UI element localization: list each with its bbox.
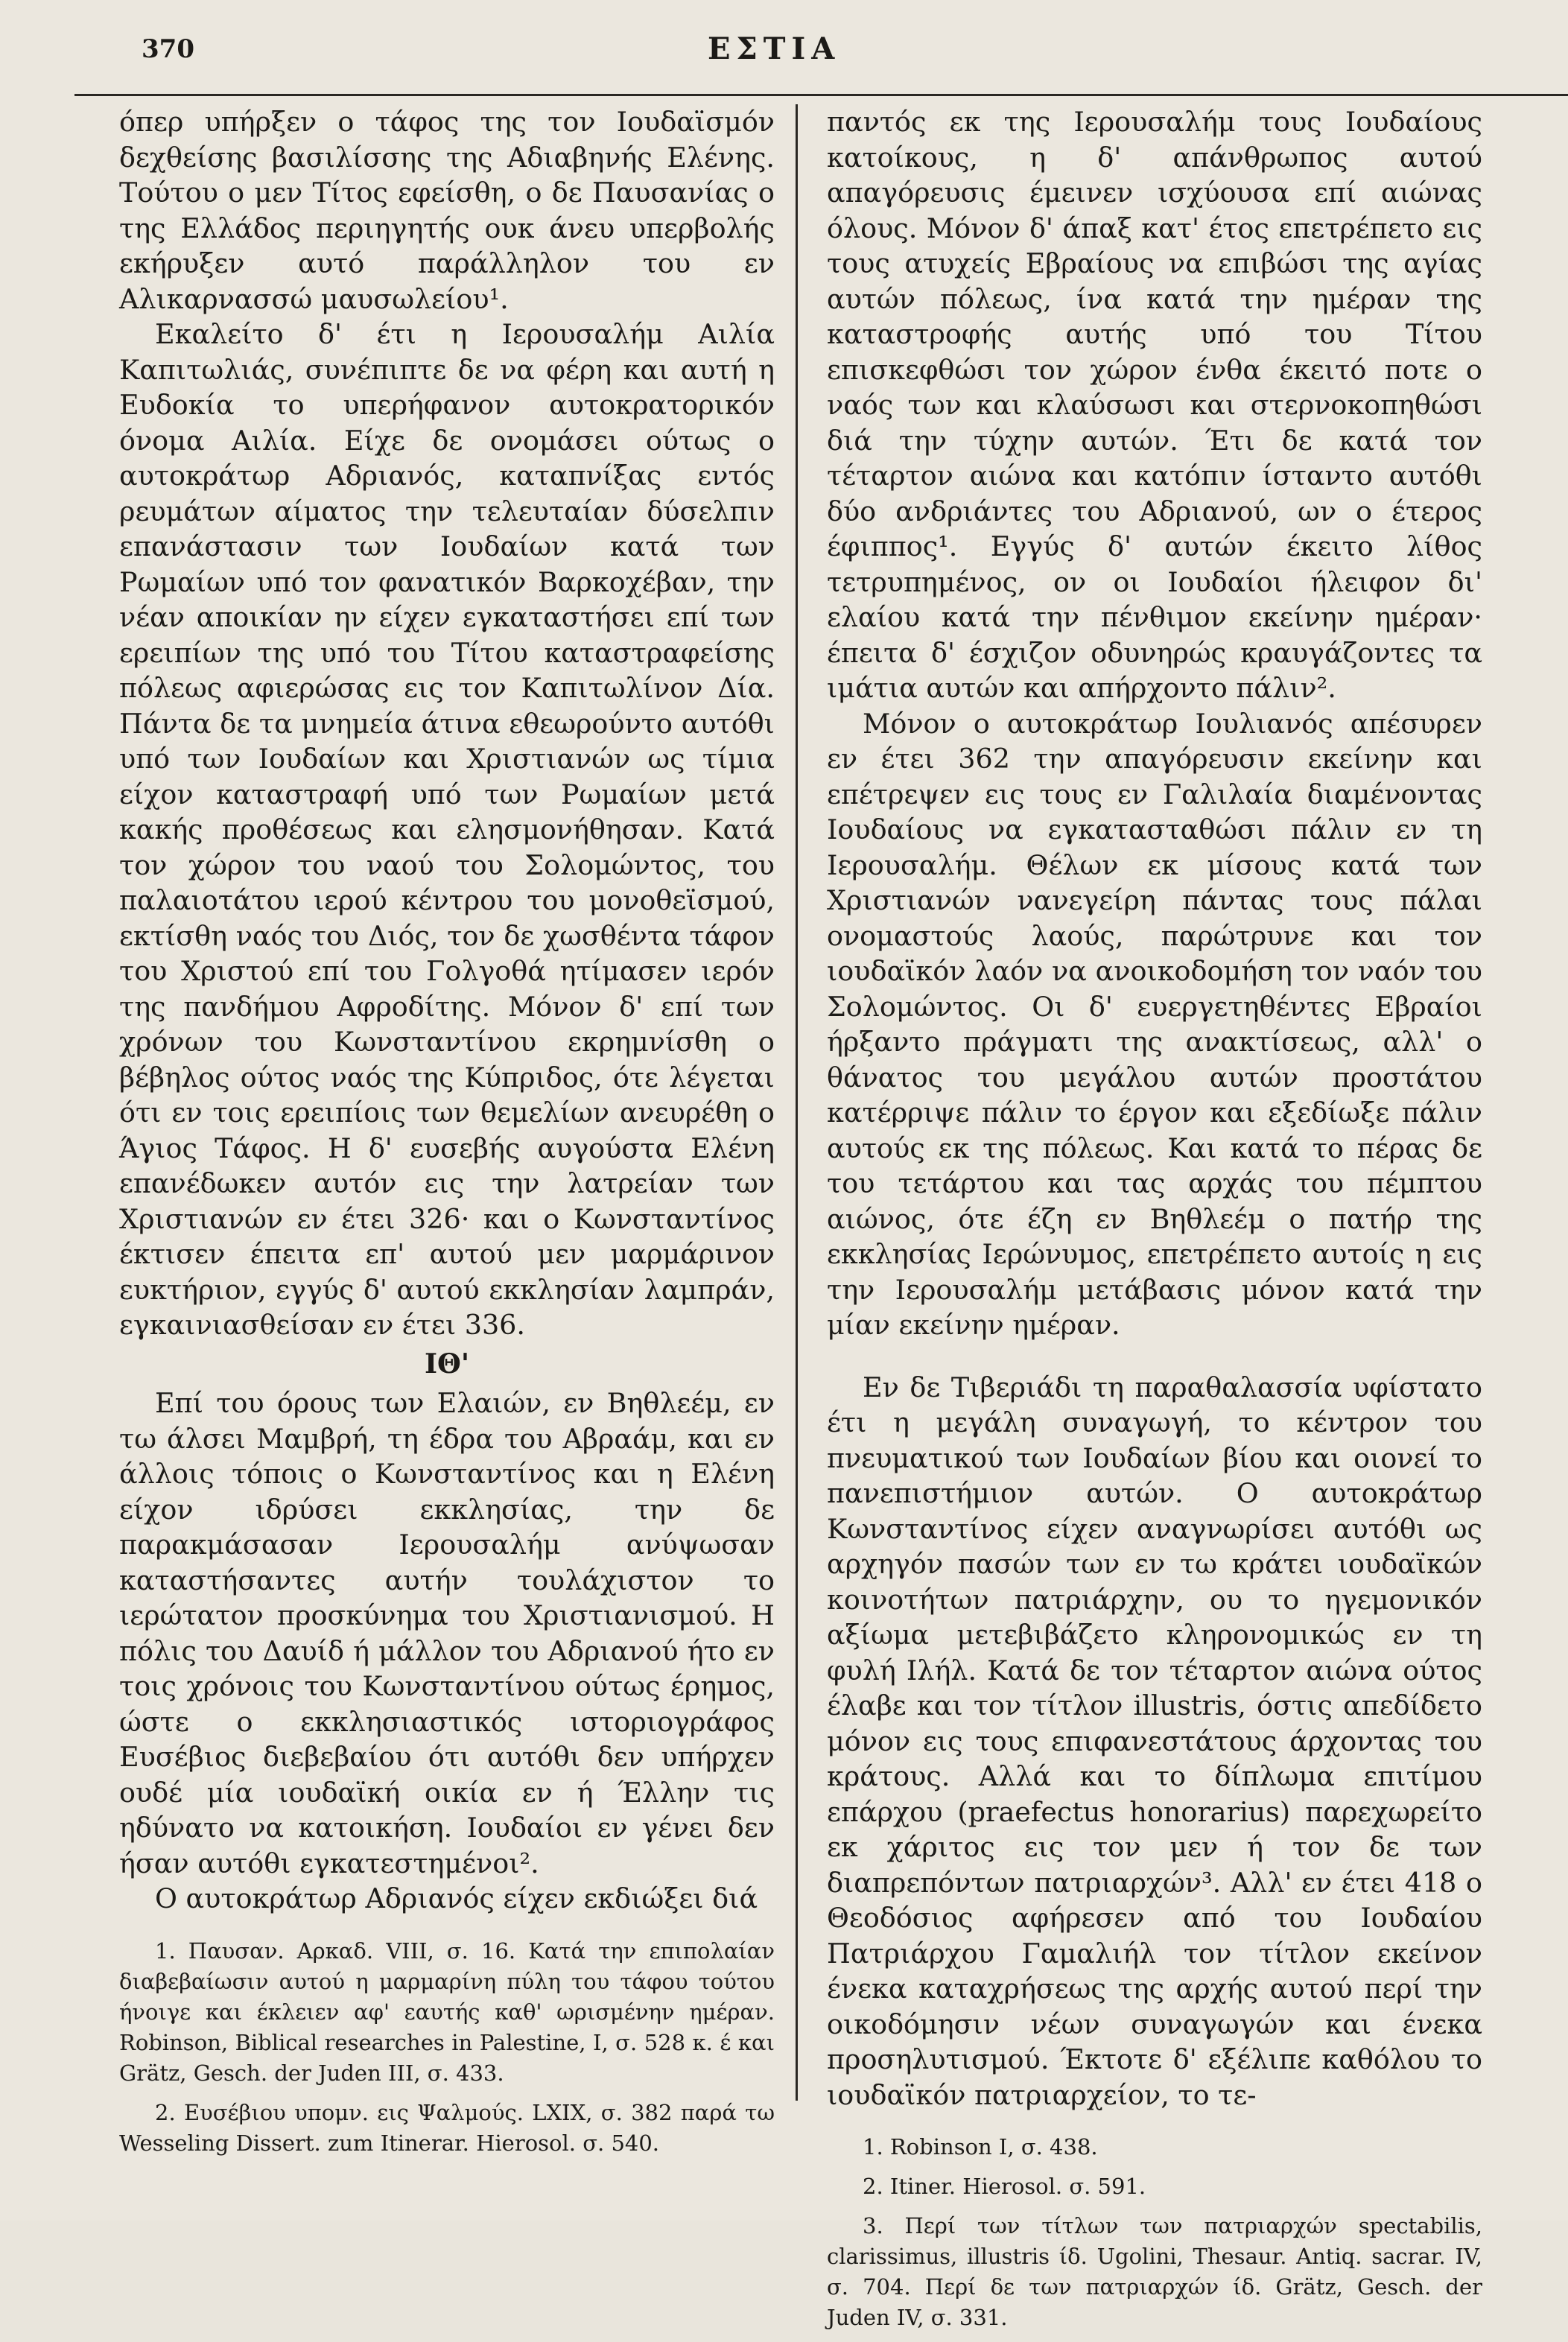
footnotes-right (827, 2132, 1482, 2333)
section-heading: ΙΘ' (424, 1347, 470, 1380)
page-number: 370 (142, 34, 194, 64)
footnote: 1. Παυσαν. Αρκαδ. VIII, σ. 16. Κατά την επιπολαίαν διαβεβαίωσιν αυτού η μαρμαρίνη πύλη του τάφου τούτου ήνοιγε και έκλειεν αφ' εαυτής καθ' ωρισμένην ημέραν. Robinson, Biblical researches in Palestine, I, σ. 528 κ. έ και Grätz, Gesch. der Juden III, σ. 433. (119, 1938, 775, 2086)
footnote: 2. Itiner. Hierosol. σ. 591. (863, 2174, 1146, 2199)
page-header (142, 27, 1516, 72)
paragraph: Μόνον ο αυτοκράτωρ Ιουλιανός απέσυρεν εν έτει 362 την απαγόρευσιν εκείνην και επέτρεψεν εις τους εν Γαλιλαία διαμένοντας Ιουδαίους να εγκατασταθώσι πάλιν εν τη Ιερουσαλήμ. Θέλων εκ μίσους κατά των Χριστιανών νανεγείρη πάντας τους πάλαι ονομαστούς λαούς, παρώτρυνε και τον ιουδαϊκόν λαόν να ανοικοδομήση τον ναόν του Σολομώντος. Οι δ' ευεργετηθέντες Εβραίοι ήρξαντο πράγματι της ανακτίσεως, αλλ' ο θάνατος του μεγάλου αυτών προστάτου κατέρριψε πάλιν το έργον και εξεδίωξε πάλιν αυτούς εκ της πόλεως. Και κατά το πέρας δε του τετάρτου και τας αρχάς του πέμπτου αιώνος, ότε έζη εν Βηθλεέμ ο πατήρ της εκκλησίας Ιερώνυμος, επετρέπετο αυτοίς η εις την Ιερουσαλήμ μετάβασις μόνον κατά την μίαν εκείνην ημέραν. (827, 707, 1482, 1341)
paragraph-gap (827, 1343, 1482, 1370)
paragraph: Επί του όρους των Ελαιών, εν Βηθλεέμ, εν τω άλσει Μαμβρή, τη έδρα του Αβραάμ, και εν άλλοις τόποις ο Κωνσταντίνος και η Ελένη είχον ιδρύσει εκκλησίας, την δε παρακμάσασαν Ιερουσαλήμ ανύψωσαν καταστήσαντες αυτήν τουλάχιστον το ιερώτατον προσκύνημα του Χριστιανισμού. Η πόλις του Δαυίδ ή μάλλον του Αδριανού ήτο εν τοις χρόνοις του Κωνσταντίνου ούτως έρημος, ώστε ο εκκλησιαστικός ιστοριογράφος Ευσέβιος διεβεβαίου ότι αυτόθι δεν υπήρχεν ουδέ μία ιουδαϊκή οικία εν ή Έλλην τις ηδύνατο να κατοικήση. Ιουδαίοι εν γένει δεν ήσαν αυτόθι εγκατεστημένοι². (119, 1387, 775, 1879)
paragraph: Εν δε Τιβεριάδι τη παραθαλασσία υφίστατο έτι η μεγάλη συναγωγή, το κέντρον του πνευματικού των Ιουδαίων βίου και οιονεί το πανεπιστήμιον αυτών. Ο αυτοκράτωρ Κωνσταντίνος είχεν αναγνωρίσει αυτόθι ως αρχηγόν πασών των εν τω κράτει ιουδαϊκών κοινοτήτων πατριάρχην, ου το ηγεμονικόν αξίωμα μετεβιβάζετο κληρονομικώς εν τη φυλή Ιλήλ. Κατά δε τον τέταρτον αιώνα ούτος έλαβε και τον τίτλον illustris, όστις απεδίδετο μόνον εις τους επιφανεστάτους άρχοντας του κράτους. Αλλά και το δίπλωμα επιτίμου επάρχου (praefectus honorarius) παρεχωρείτο εκ χάριτος εις τον μεν ή τον δε των διαπρεπόντων πατριαρχών³. Αλλ' εν έτει 418 ο Θεοδόσιος αφήρεσεν από του Ιουδαίου Πατριάρχου Γαμαλιήλ τον τίτλον εκείνον ένεκα καταχρήσεως της αρχής αυτού περί την οικοδόμησιν νέων συναγωγών και ένεκα προσηλυτισμού. Έκτοτε δ' εξέλιπε καθόλου το ιουδαϊκόν πατριαρχείον, το τε- (827, 1371, 1482, 2111)
paragraph: όπερ υπήρξεν ο τάφος της τον Ιουδαϊσμόν δεχθείσης βασιλίσσης της Αδιαβηνής Ελένης. Τούτου ο μεν Τίτος εφείσθη, ο δε Παυσανίας ο της Ελλάδος περιηγητής ουκ άνευ υπερβολής εκήρυξεν αυτό παράλληλον του εν Αλικαρνασσώ μαυσωλείου¹. (119, 106, 775, 315)
column-divider (796, 104, 798, 2101)
header-rule (74, 94, 1568, 96)
paragraph: Ο αυτοκράτωρ Αδριανός είχεν εκδιώξει διά (155, 1882, 758, 1914)
footnote: 1. Robinson I, σ. 438. (863, 2134, 1098, 2159)
footnotes-left (119, 1936, 775, 2159)
footnote: 3. Περί των τίτλων των πατριαρχών spectabilis, clarissimus, illustris ίδ. Ugolini, Thesaur. Antiq. sacrar. IV, σ. 704. Περί δε των πατριαρχών ίδ. Grätz, Gesch. der Juden IV, σ. 331. (827, 2213, 1482, 2330)
paragraph: Εκαλείτο δ' έτι η Ιερουσαλήμ Αιλία Καπιτωλιάς, συνέπιπτε δε να φέρη και αυτή η Ευδοκία το υπερήφανον αυτοκρατορικόν όνομα Αιλία. Είχε δε ονομάσει ούτως ο αυτοκράτωρ Αδριανός, καταπνίξας εντός ρευμάτων αίματος την τελευταίαν δύσελπιν επανάστασιν των Ιουδαίων κατά των Ρωμαίων υπό τον φανατικόν Βαρκοχέβαν, την νέαν αποικίαν ην είχεν εγκαταστήσει επί των ερειπίων της υπό του Τίτου καταστραφείσης πόλεως αφιερώσας εις τον Καπιτωλίνον Δία. Πάντα δε τα μνημεία άτινα εθεωρούντο αυτόθι υπό των Ιουδαίων και Χριστιανών ως τίμια είχον καταστραφή υπό των Ρωμαίων μετά κακής προθέσεως και ελησμονήθησαν. Κατά τον χώρον του ναού του Σολομώντος, του παλαιοτάτου ιερού κέντρου του μονοθεϊσμού, εκτίσθη ναός του Διός, τον δε χωσθέντα τάφον του Χριστού επί του Γολγοθά ητίμασεν ιερόν της πανδήμου Αφροδίτης. Μόνον δ' επί των χρόνων του Κωνσταντίνου εκρημνίσθη ο βέβηλος ούτος ναός της Κύπριδος, ότε λέγεται ότι εν τοις ερειπίοις των θεμελίων ανευρέθη ο Άγιος Τάφος. Η δ' ευσεβής αυγούστα Ελένη επανέδωκεν αυτόν εις την λατρείαν των Χριστιανών εν έτει 326· και ο Κωνσταντίνος έκτισεν έπειτα επ' αυτού μεν μαρμάρινον ευκτήριον, εγγύς δ' αυτού εκκλησίαν λαμπράν, εγκαινιασθείσαν εν έτει 336. (119, 318, 775, 1341)
right-column (827, 104, 1482, 2342)
paragraph: παντός εκ της Ιερουσαλήμ τους Ιουδαίους κατοίκους, η δ' απάνθρωπος αυτού απαγόρευσις έμεινεν ισχύουσα επί αιώνας όλους. Μόνον δ' άπαξ κατ' έτος επετρέπετο εις τους ατυχείς Εβραίους να επιβώσι της αγίας αυτών πόλεως, ίνα κατά την ημέραν της καταστροφής αυτής υπό του Τίτου επισκεφθώσι τον χώρον ένθα έκειτό ποτε ο ναός των και κλαύσωσι και στερνοκοπηθώσι διά την τύχην αυτών. Έτι δε κατά τον τέταρτον αιώνα και κατόπιν ίσταντο αυτόθι δύο ανδριάντες του Αδριανού, ων ο έτερος έφιππος¹. Εγγύς δ' αυτών έκειτο λίθος τετρυπημένος, ον οι Ιουδαίοι ήλειφον δι' ελαίου κατά την πένθιμον εκείνην ημέραν· έπειτα δ' έσχιζον οδυνηρώς κραυγάζοντες τα ιμάτια αυτών και απήρχοντο πάλιν². (827, 106, 1482, 704)
journal-title: ΕΣΤΙΑ (708, 31, 841, 66)
footnote: 2. Ευσέβιου υπομν. εις Ψαλμούς. LXIX, σ. 382 παρά τω Wesseling Dissert. zum Itinerar. Hierosol. σ. 540. (119, 2099, 775, 2156)
left-column (119, 104, 775, 2168)
